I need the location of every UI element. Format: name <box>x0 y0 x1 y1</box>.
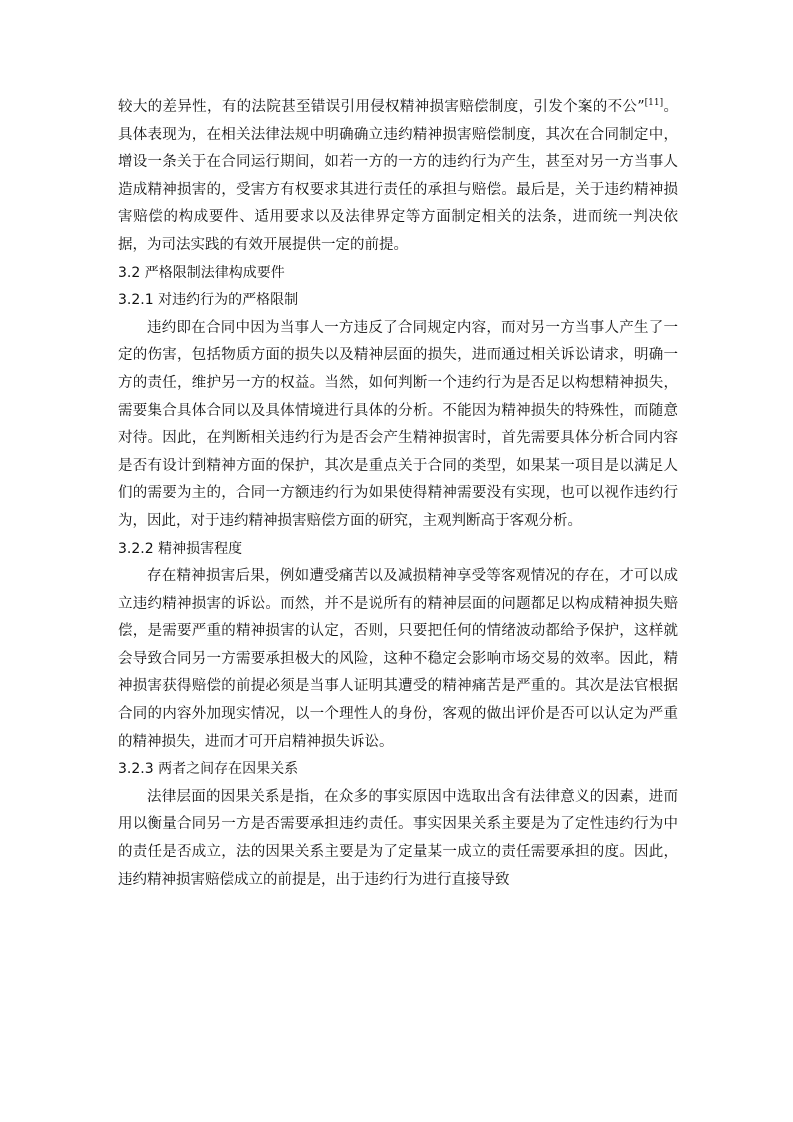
section-heading-3-2: 3.2 严格限制法律构成要件 <box>118 264 285 281</box>
paragraph-breach-limitation: 违约即在合同中因为当事人一方违反了合同规定内容，而对另一方当事人产生了一定的伤害，包括物质方面的损失以及精神层面的损失，进而通过相关诉讼请求，明确一方的责任，维护另一方的权益。当然，如何判断一个违约行为是否足以构想精神损失，需要集合具体合同以及具体情境进行具体的分析。不能因为精神损失的特殊性，而随意对待。因此，在判断相关违约行为是否会产生精神损害时，首先需要具体分析合同内容是否有设计到精神方面的保护，其次是重点关于合同的类型，如果某一项目是以满足人们的需要为主的，合同一方额违约行为如果使得精神需要没有实现，也可以视作违约行为，因此，对于违约精神损害赔偿方面的研究，主观判断高于客观分析。 <box>118 319 678 529</box>
document-page <box>118 94 678 894</box>
subsection-heading-3-2-2: 3.2.2 精神损害程度 <box>118 540 243 557</box>
paragraph-mental-damage-degree: 存在精神损害后果，例如遭受痛苦以及减损精神享受等客观情况的存在，才可以成立违约精神损害的诉讼。而然，并不是说所有的精神层面的问题都足以构成精神损失赔偿，是需要严重的精神损害的认定，否则，只要把任何的情绪波动都给予保护，这样就会导致合同另一方需要承担极大的风险，这种不稳定会影响市场交易的效率。因此，精神损害获得赔偿的前提必须是当事人证明其遭受的精神痛苦是严重的。其次是法官根据合同的内容外加现实情况，以一个理性人的身份，客观的做出评价是否可以认定为严重的精神损失，进而才可开启精神损失诉讼。 <box>118 568 678 750</box>
paragraph-text: 较大的差异性，有的法院甚至错误引用侵权精神损害赔偿制度，引发个案的不公” <box>118 99 645 115</box>
subsection-heading-3-2-1: 3.2.1 对违约行为的严格限制 <box>118 292 299 309</box>
citation-marker: [11] <box>644 98 664 109</box>
paragraph-continued <box>118 94 678 260</box>
paragraph-text: 。具体表现为，在相关法律法规中明确确立违约精神损害赔偿制度，其次在合同制定中，增设一条关于在合同运行期间，如若一方的一方的违约行为产生，甚至对另一方当事人造成精神损害的，受害方有权要求其进行责任的承担与赔偿。最后是，关于违约精神损害赔偿的构成要件、适用要求以及法律界定等方面制定相关的法条，进而统一判决依据，为司法实践的有效开展提供一定的前提。 <box>118 99 678 253</box>
subsection-heading-3-2-3: 3.2.3 两者之间存在因果关系 <box>118 761 299 778</box>
paragraph-causation: 法律层面的因果关系是指，在众多的事实原因中选取出含有法律意义的因素，进而用以衡量合同另一方是否需要承担违约责任。事实因果关系主要是为了定性违约行为中的责任是否成立，法的因果关系主要是为了定量某一成立的责任需要承担的度。因此，违约精神损害赔偿成立的前提是，出于违约行为进行直接导致 <box>118 788 678 888</box>
